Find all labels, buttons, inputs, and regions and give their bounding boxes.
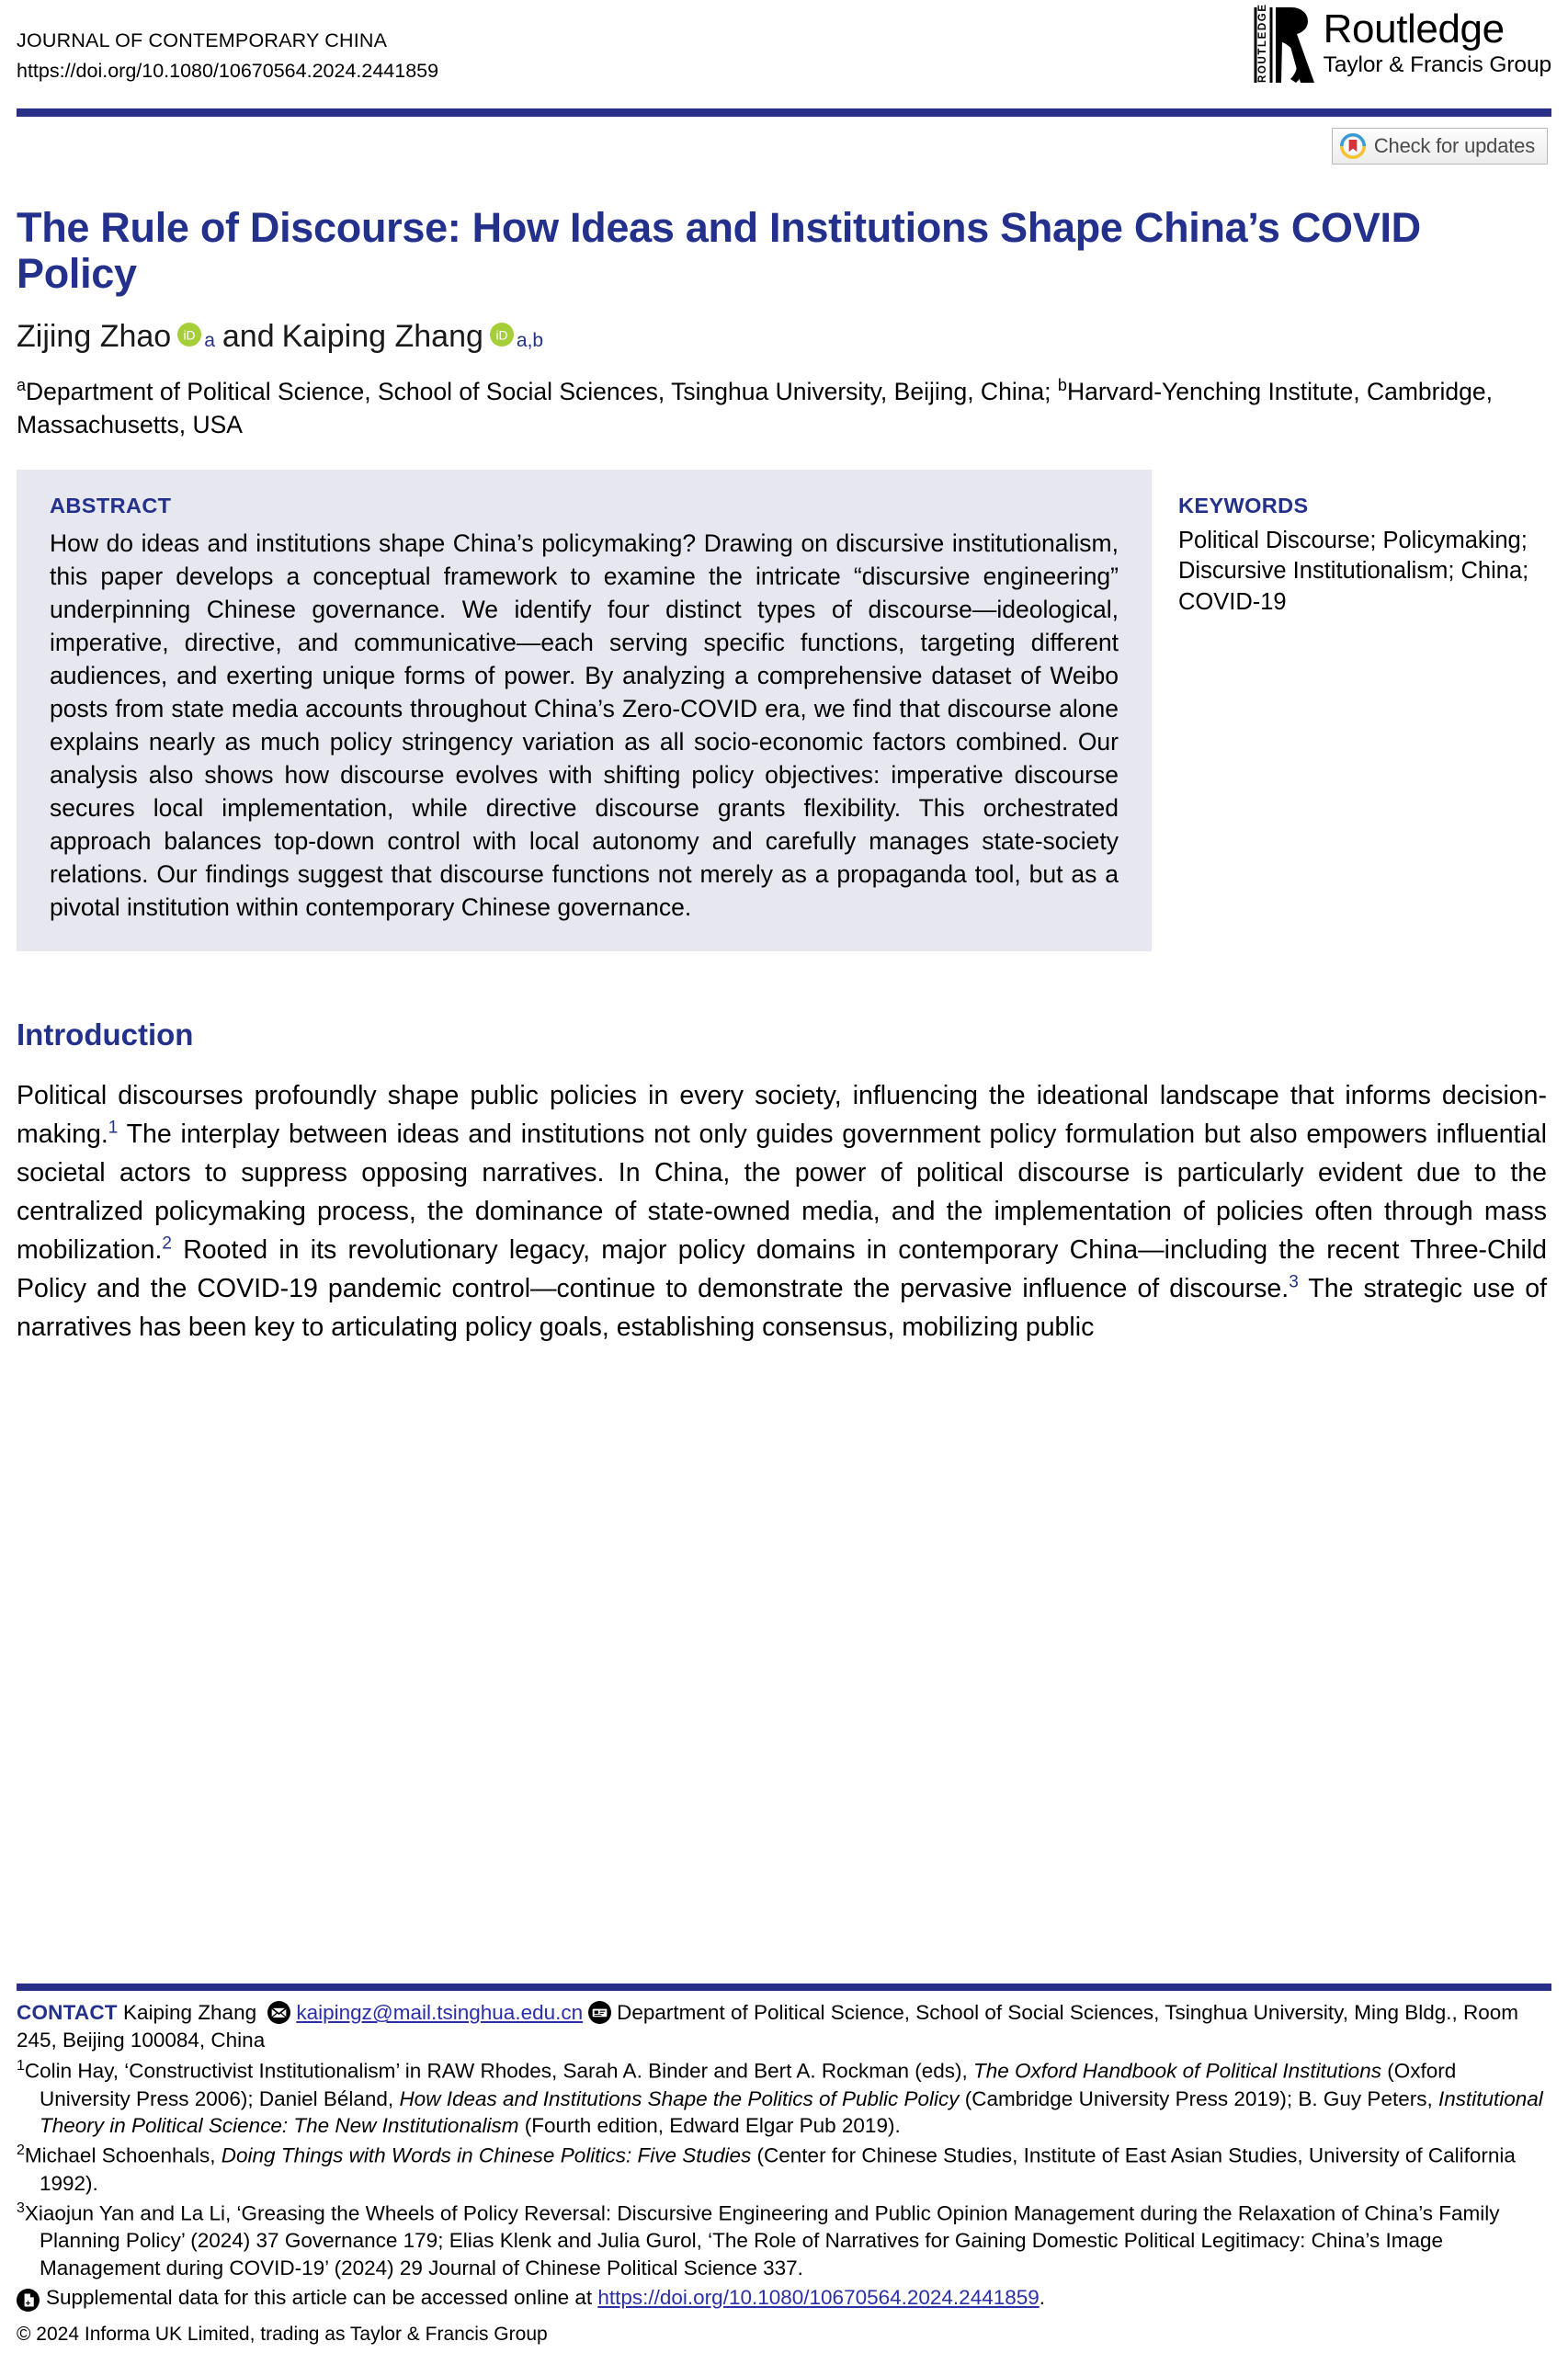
supplemental-text-wrap — [46, 2286, 1045, 2310]
orcid-icon[interactable] — [490, 323, 514, 347]
address-card-icon — [588, 2001, 611, 2024]
footnotes-list — [17, 2056, 1551, 2282]
footnote-1 — [17, 2056, 1551, 2140]
contact-email-link[interactable]: kaipingz@mail.tsinghua.edu.cn — [296, 2001, 584, 2025]
affiliations — [17, 374, 1542, 442]
page-title: The Rule of Discourse: How Ideas and Institutions Shape China’s COVID Policy — [17, 204, 1421, 298]
routledge-mark — [1255, 3, 1314, 83]
author-list: Zijing Zhao iD a and Kaiping Zhang iD a,b — [17, 318, 544, 354]
svg-text:iD: iD — [183, 327, 196, 343]
author-conjunction: and — [222, 318, 275, 354]
footnote-seg: (Center for Chinese Studies, Institute of East Asian Studies, University of California 1992). — [40, 2143, 1516, 2195]
supplemental-text: Supplemental data for this article can be accessed online at — [46, 2286, 598, 2309]
footnote-number: 3 — [17, 2200, 25, 2216]
orcid-icon[interactable] — [177, 323, 201, 347]
crossmark-icon — [1340, 133, 1366, 159]
contact-name: Kaiping Zhang — [122, 2001, 257, 2025]
masthead-divider — [17, 108, 1551, 117]
footnote-ref-2[interactable]: 2 — [162, 1233, 172, 1254]
footnote-seg: (Oxford University Press 2006); Daniel Béland, — [40, 2059, 1457, 2110]
contact-address: Department of Political Science, School of Social Sciences, Tsinghua University, Ming Bldg., Room 245, Beijing 100084, China — [17, 2001, 1519, 2052]
abstract-text: How do ideas and institutions shape China’s policymaking? Drawing on discursive institutionalism, this paper develops a conceptual framework to examine the intricate “discursive engineering” underpinning Chinese governance. We identify four distinct types of discourse—ideological, imperative, directive, and communicative—each serving specific functions, targeting different audiences, and exerting unique forms of power. By analyzing a comprehensive dataset of Weibo posts from state media accounts throughout China’s Zero-COVID era, we find that discourse alone explains nearly as much policy stringency variation as all socio-economic factors combined. Our analysis also shows how discourse evolves with shifting policy objectives: imperative discourse secures local implementation, while directive discourse grants flexibility. This orchestrated approach balances top-down control with local autonomy and carefully manages state-society relations. Our findings suggest that discourse functions not merely as a propaganda tool, but as a pivotal institution within contemporary Chinese governance. — [50, 529, 1119, 921]
footnote-ref-1[interactable]: 1 — [108, 1118, 119, 1138]
publisher-imprint: Taylor & Francis Group — [1323, 52, 1551, 78]
footer-divider — [17, 1984, 1551, 1991]
supplemental-link[interactable]: https://doi.org/10.1080/10670564.2024.2441859 — [597, 2286, 1040, 2309]
check-for-updates-label: Check for updates — [1373, 134, 1535, 157]
keywords-label: KEYWORDS — [1178, 493, 1309, 517]
footnote-ref-3[interactable]: 3 — [1289, 1272, 1299, 1292]
supplemental-data-line — [17, 2286, 1551, 2312]
footnote-seg-italic: How Ideas and Institutions Shape the Politics of Public Policy — [399, 2086, 960, 2110]
supplemental-period: . — [1039, 2286, 1046, 2309]
footnote-3 — [17, 2199, 1551, 2282]
routledge-wordmark — [1324, 7, 1551, 83]
footnote-number: 2 — [17, 2143, 25, 2159]
footnote-seg: Colin Hay, ‘Constructivist Institutionalism’ in RAW Rhodes, Sarah A. Binder and Bert A. Rockman (eds), — [24, 2059, 973, 2083]
affiliation-mark-a: a — [17, 375, 27, 394]
publisher-name: Routledge — [1323, 6, 1505, 51]
masthead — [17, 0, 1551, 108]
journal-doi[interactable]: https://doi.org/10.1080/10670564.2024.2441859 — [17, 60, 439, 83]
abstract-keywords-row — [17, 470, 1551, 951]
footnote-seg-italic: Doing Things with Words in Chinese Politics: Five Studies — [221, 2143, 752, 2167]
contact-label: CONTACT — [17, 2001, 118, 2025]
journal-identity — [17, 26, 438, 87]
abstract-label: ABSTRACT — [50, 493, 172, 517]
crossmark-area — [17, 117, 1551, 170]
footnote-seg: Xiaojun Yan and La Li, ‘Greasing the Wheels of Policy Reversal: Discursive Engineering and Public Opinion Management during the Relaxation of China’s Family Planning Policy’ (2024) 37 Governance 179; Elias Klenk and Julia Gurol, ‘The Role of Narratives for Gaining Domestic Political Legitimacy: China’s Image Management during COVID-19’ (2024) 29 Journal of Chinese Political Science 337. — [24, 2201, 1500, 2280]
affiliation-text-a: Department of Political Science, School of Social Sciences, Tsinghua University, Beijing, China; — [26, 377, 1051, 405]
keywords-text: Political Discourse; Policymaking; Discursive Institutionalism; China; COVID-19 — [1178, 527, 1529, 616]
footnote-seg-italic: Institutional Theory in Political Science: The New Institutionalism — [40, 2086, 1543, 2138]
routledge-logo — [1255, 3, 1551, 83]
paragraph-segment: The strategic use of narratives has been key to articulating policy goals, establishing consensus, mobilizing public — [17, 1274, 1548, 1343]
section-heading-introduction: Introduction — [17, 1017, 194, 1051]
footnote-2 — [17, 2141, 1551, 2197]
journal-name: JOURNAL OF CONTEMPORARY CHINA — [17, 29, 388, 51]
check-for-updates-button[interactable] — [1332, 128, 1548, 165]
svg-text:iD: iD — [495, 327, 508, 343]
affiliation-text-b: Harvard-Yenching Institute, Cambridge, Massachusetts, USA — [17, 377, 1493, 438]
envelope-icon — [267, 2001, 290, 2024]
author-name-2[interactable]: Kaiping Zhang — [281, 318, 483, 354]
keywords-column — [1152, 470, 1547, 620]
file-plus-icon — [17, 2289, 40, 2312]
affiliation-mark-b: b — [1057, 375, 1067, 394]
introduction-paragraph — [17, 1076, 1547, 1347]
paragraph-segment: The interplay between ideas and institutions not only guides government policy formulation but also empowers influential societal actors to suppress opposing narratives. In China, the power of political discourse is particularly evident due to the centralized policymaking process, the dominance of state-owned media, and the implementation of policies often through mass mobilization. — [17, 1119, 1547, 1266]
footer — [17, 1984, 1551, 2346]
routledge-r-glyph — [1276, 7, 1314, 83]
copyright-line: © 2024 Informa UK Limited, trading as Taylor & Francis Group — [17, 2324, 548, 2345]
author-name-1[interactable]: Zijing Zhao — [17, 318, 172, 354]
paragraph-segment: Rooted in its revolutionary legacy, major policy domains in contemporary China—including the recent Three-Child Policy and the COVID-19 pandemic control—continue to demonstrate the pervasive influence of discourse. — [17, 1235, 1547, 1304]
routledge-vertical-label: ROUTLEDGE — [1255, 7, 1273, 83]
paragraph-segment: Political discourses profoundly shape public policies in every society, influencing the ideational landscape that informs decision-making. — [17, 1080, 1547, 1149]
contact-line — [17, 1999, 1551, 2054]
footnote-number: 1 — [17, 2058, 25, 2075]
footnote-seg-italic: The Oxford Handbook of Political Institutions — [972, 2059, 1381, 2083]
footnote-seg: (Fourth edition, Edward Elgar Pub 2019). — [518, 2114, 901, 2138]
footnote-seg: Michael Schoenhals, — [24, 2143, 222, 2167]
footnote-seg: (Cambridge University Press 2019); B. Guy Peters, — [959, 2086, 1438, 2110]
abstract-box — [17, 470, 1152, 951]
